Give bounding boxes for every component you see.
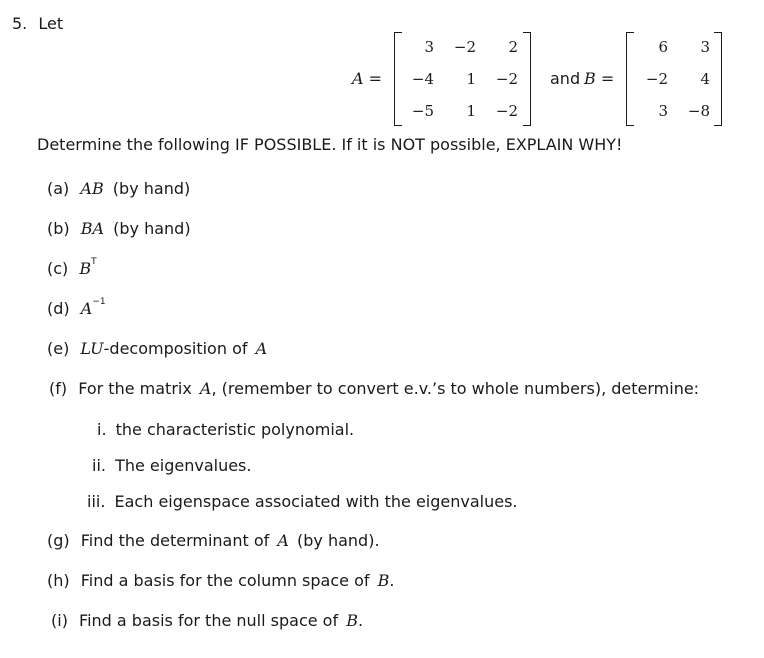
- problem-header: [12, 14, 63, 33]
- part-c: [47, 259, 97, 278]
- matrix-a-cell: −5: [411, 102, 434, 120]
- matrix-b-cell: 3: [658, 102, 668, 120]
- part-math: A: [255, 339, 268, 358]
- part-label: (a): [47, 179, 70, 198]
- problem-number: 5.: [12, 14, 28, 33]
- matrix-b-cell: 6: [658, 38, 668, 56]
- part-label: (e): [47, 339, 70, 358]
- part-text: Find a basis for the column space of: [80, 571, 370, 590]
- part-h: [47, 571, 394, 590]
- part-text: (by hand): [112, 179, 191, 198]
- part-math: LU: [80, 339, 104, 358]
- part-math: B: [79, 259, 92, 278]
- part-label: (i): [51, 611, 68, 630]
- matrix-a-cell: −2: [495, 102, 518, 120]
- part-label: (g): [47, 531, 70, 550]
- matrix-b-cell: 4: [700, 70, 710, 88]
- part-text: -decomposition of: [103, 339, 248, 358]
- matrix-b-cell: 3: [700, 38, 710, 56]
- part-math: B: [346, 611, 358, 630]
- subpart-text: The eigenvalues.: [115, 456, 252, 475]
- matrix-a-cell: −2: [453, 38, 476, 56]
- matrix-b-left-bracket: [626, 32, 634, 126]
- part-e: [47, 339, 267, 358]
- problem-intro: Let: [38, 14, 64, 33]
- subpart-label: iii.: [87, 492, 106, 511]
- part-math: AB: [80, 179, 104, 198]
- part-a: [47, 179, 190, 198]
- matrix-a-label: A =: [352, 69, 383, 88]
- subpart-text: the characteristic polynomial.: [115, 420, 355, 439]
- part-label: (f): [49, 379, 68, 398]
- subpart-iii: [87, 492, 518, 511]
- subpart-text: Each eigenspace associated with the eigenvalues.: [114, 492, 518, 511]
- matrix-a-cell: −2: [495, 70, 518, 88]
- part-f: [49, 379, 699, 398]
- part-superscript: −1: [92, 297, 106, 307]
- subpart-i: [97, 420, 354, 439]
- matrix-b-label: B =: [584, 69, 615, 88]
- matrix-a-cell: 1: [466, 102, 476, 120]
- part-text: Find a basis for the null space of: [79, 611, 339, 630]
- matrix-a-left-bracket: [394, 32, 402, 126]
- part-text: , (remember to convert e.v.’s to whole numbers), determine:: [211, 379, 700, 398]
- part-label: (h): [47, 571, 70, 590]
- and-text: and: [550, 69, 581, 88]
- matrix-a-cell: 2: [508, 38, 518, 56]
- instruction: Determine the following IF POSSIBLE. If it is NOT possible, EXPLAIN WHY!: [37, 135, 623, 154]
- part-math: A: [80, 299, 93, 318]
- part-text: Find the determinant of: [80, 531, 270, 550]
- part-superscript: T: [91, 257, 97, 267]
- part-text: .: [357, 611, 364, 630]
- part-b: [47, 219, 191, 238]
- part-label: (d): [47, 299, 70, 318]
- part-text: (by hand): [113, 219, 191, 238]
- subpart-ii: [92, 456, 251, 475]
- matrix-b-cell: −8: [687, 102, 710, 120]
- matrix-a-cell: 3: [424, 38, 434, 56]
- part-g: [47, 531, 380, 550]
- subpart-label: i.: [97, 420, 107, 439]
- part-math: A: [277, 531, 289, 550]
- part-text: (by hand).: [297, 531, 380, 550]
- subpart-label: ii.: [92, 456, 106, 475]
- part-d: [47, 299, 106, 318]
- part-math: B: [377, 571, 390, 590]
- matrix-a-cell: −4: [411, 70, 434, 88]
- part-math: A: [199, 379, 212, 398]
- matrix-a-right-bracket: [523, 32, 531, 126]
- part-text: .: [389, 571, 395, 590]
- part-math: BA: [80, 219, 105, 238]
- part-label: (b): [47, 219, 70, 238]
- matrix-a-cell: 1: [466, 70, 476, 88]
- part-i: [51, 611, 363, 630]
- matrix-b-cell: −2: [645, 70, 668, 88]
- part-text: For the matrix: [78, 379, 192, 398]
- part-label: (c): [47, 259, 69, 278]
- matrix-b-right-bracket: [714, 32, 722, 126]
